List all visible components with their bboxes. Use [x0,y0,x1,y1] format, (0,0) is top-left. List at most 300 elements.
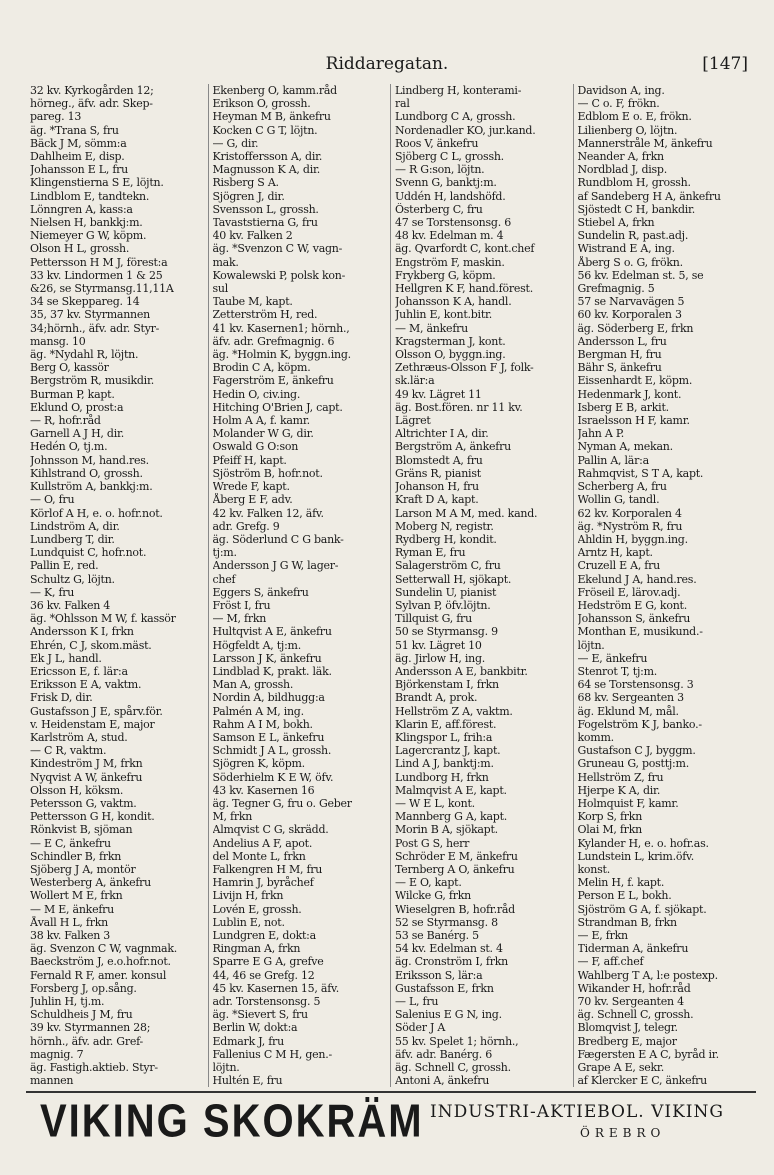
directory-entry: Lublin E, not. [212,915,285,929]
directory-entry: Söder J A [395,1021,446,1035]
directory-entry: Frykberg G, köpm. [395,268,496,282]
directory-entry: Taube M, kapt. [212,295,293,309]
directory-entry: Pfeiff H, kapt. [212,453,287,467]
directory-entry: Monthan E, musikund.- [577,625,703,639]
directory-entry: Söderhielm K E W, öfv. [212,770,334,784]
directory-entry: Garnell A J H, dir. [30,427,125,441]
directory-entry: Åberg S o. G, frökn. [577,255,683,269]
directory-entry: Risberg S A. [212,176,279,190]
directory-entry: Petersson G, vaktm. [30,796,137,810]
directory-entry: Lindblom E, tandtekn. [30,189,150,203]
directory-entry: Hedén O, tj.m. [30,440,108,454]
directory-entry: 42 kv. Falken 12, äfv. [212,506,324,520]
directory-entry: Lundberg T, dir. [30,532,115,546]
directory-entry: Eriksson E A, vaktm. [30,678,142,692]
directory-entry: Åvall H L, frkn [30,915,108,929]
directory-entry: äg. Söderlund C G bank- [212,532,344,546]
directory-entry: 52 se Styrmansg. 8 [395,915,498,929]
directory-entry: af Sandeberg H A, änkefru [577,189,721,203]
directory-entry: — E C, änkefru [30,836,111,850]
directory-entry: Zetterström H, red. [212,308,318,322]
directory-entry: hörnh., äfv. adr. Gref- [30,1034,143,1048]
ad-company: INDUSTRI-AKTIEBOL. VIKING [430,1102,724,1122]
column-1 [26,84,209,1087]
directory-entry: chef [212,572,236,586]
directory-entry: — G, dir. [212,136,259,150]
directory-entry: Scherberg A, fru [577,480,667,494]
ad-brand: VIKING SKOKRÄM [40,1096,424,1147]
directory-entry: äg. Qvarfordt C, kont.chef [395,242,535,256]
directory-entry: äg. Jirlow H, ing. [395,651,486,665]
directory-entry: Pettersson H M J, förest:a [30,255,168,269]
directory-entry: äg. Cronström I, frkn [395,955,509,969]
directory-entry: Holm A A, f. kamr. [212,414,310,428]
directory-entry: äg. *Holmin K, byggn.ing. [212,348,351,362]
directory-entry: Strandman B, frkn [577,915,677,929]
column-2 [209,84,392,1087]
directory-entry: Nordblad J, disp. [577,163,667,177]
directory-entry: 49 kv. Lägret 11 [395,387,482,401]
directory-entry: Sjöström B, hofr.not. [212,466,323,480]
directory-entry: 51 kv. Lägret 10 [395,638,482,652]
directory-entry: Tiderman A, änkefru [577,942,689,956]
directory-entry: 36 kv. Falken 4 [30,598,111,612]
directory-entry: Melin H, f. kapt. [577,876,665,890]
directory-entry: — M, änkefru [395,321,468,335]
directory-entry: Hellström Z, fru [577,770,664,784]
directory-entry: Österberg C, fru [395,202,483,216]
directory-entry: Kindeström J M, frkn [30,757,143,771]
directory-entry: Ryman E, fru [395,546,466,560]
directory-entry: äg. *Nyström R, fru [577,519,683,533]
directory-entry: Kraft D A, kapt. [395,493,479,507]
directory-entry: Zethræus-Olsson F J, folk- [395,361,534,375]
directory-entry: Fröst I, fru [212,598,271,612]
directory-entry: Roos V, änkefru [395,136,479,150]
directory-entry: Klingspor L, frih:a [395,730,493,744]
directory-entry: 38 kv. Falken 3 [30,929,111,942]
directory-entry: Sjöberg C L, grossh. [395,150,504,164]
directory-entry: 41 kv. Kasernen1; hörnh., [212,321,350,335]
directory-entry: Eggers S, änkefru [212,585,309,599]
directory-entry: Wollin G, tandl. [577,493,660,507]
directory-entry: Gustafsson E, frkn [395,981,494,995]
directory-entry: Schröder E M, änkefru [395,849,518,863]
directory-entry: äg. *Svenzon C W, vagn- [212,242,343,256]
directory-entry: Gustafson C J, byggm. [577,744,696,758]
directory-entry: Rundblom H, grossh. [577,176,691,190]
directory-entry: 34 se Skeppareg. 14 [30,295,140,309]
directory-entry: Lundgren E, dokt:a [212,929,316,942]
directory-entry: Blomqvist J, telegr. [577,1021,678,1035]
directory-entry: Tillquist G, fru [395,612,472,626]
directory-entry: magnig. 7 [30,1047,84,1061]
directory-columns [26,84,756,1087]
directory-entry: Lundborg H, frkn [395,770,489,784]
directory-entry: Ehrén, C J, skom.mäst. [30,638,152,652]
street-title: Riddaregatan. [325,54,449,74]
directory-entry: Holmquist F, kamr. [577,796,679,810]
directory-entry: äg. *Trana S, fru [30,123,119,137]
directory-entry: äg. Tegner G, fru o. Geber [212,796,352,810]
directory-entry: sk.lär:a [395,374,435,388]
directory-entry: 43 kv. Kasernen 16 [212,783,315,797]
directory-entry: Kihlstrand O, grossh. [30,466,143,480]
directory-entry: 55 kv. Spelet 1; hörnh., [395,1034,519,1048]
directory-entry: 60 kv. Korporalen 3 [577,308,682,322]
directory-entry: Sjöberg J A, montör [30,862,136,876]
directory-entry: Burman P, kapt. [30,387,115,401]
directory-entry: Lönngren A, kass:a [30,202,133,216]
directory-entry: Bergman H, fru [577,348,662,362]
directory-entry: Korp S, frkn [577,810,643,824]
directory-entry: Svenn G, banktj:m. [395,176,497,190]
directory-entry: Bäck J M, sömm:a [30,136,127,150]
directory-entry: 45 kv. Kasernen 15, äfv. [212,981,339,995]
directory-entry: Isberg E B, arkit. [577,400,669,414]
directory-entry: Brandt A, prok. [395,691,478,705]
column-4 [574,84,757,1087]
directory-entry: Hedström E G, kont. [577,598,687,612]
directory-entry: Pettersson G H, kondit. [30,810,155,824]
directory-entry: Westerberg A, änkefru [30,876,152,890]
directory-entry: Karlström A, stud. [30,730,128,744]
directory-entry: Sjögren J, dir. [212,189,285,203]
directory-entry: Schultz G, löjtn. [30,572,115,586]
directory-entry: Edblom E o. E, frökn. [577,110,692,124]
directory-entry: Setterwall H, sjökapt. [395,572,512,586]
directory-entry: Sylvan P, öfv.löjtn. [395,598,491,612]
directory-entry: Altrichter I A, dir. [395,427,489,441]
directory-entry: Stenrot T, tj:m. [577,664,658,678]
directory-entry: Ringman A, frkn [212,942,301,956]
directory-entry: Lind A J, banktj:m. [395,757,494,771]
directory-entry: Rahmqvist, S T A, kapt. [577,466,704,480]
directory-entry: Salenius E G N, ing. [395,1008,502,1022]
directory-entry: Åberg E F, adv. [212,493,293,507]
directory-entry: Eissenhardt E, köpm. [577,374,693,388]
directory-entry: 47 se Torstensonsg. 6 [395,216,511,230]
directory-entry: Wrede F, kapt. [212,480,290,494]
directory-entry: Eklund O, prost:a [30,400,124,414]
directory-entry: Berlin W, dokt:a [212,1021,298,1035]
directory-entry: Olsson O, byggn.ing. [395,348,506,362]
directory-entry: Gräns R, pianist [395,466,481,480]
directory-entry: del Monte L, frkn [212,849,306,863]
directory-entry: Berg O, kassör [30,361,109,375]
directory-entry: Andelius A F, apot. [212,836,313,850]
page-header [26,54,748,78]
directory-entry: äg. *Nydahl R, löjtn. [30,348,139,362]
directory-entry: — C R, vaktm. [30,744,107,758]
directory-entry: Grape A E, sekr. [577,1061,664,1075]
directory-entry: — O, fru [30,493,75,507]
directory-entry: 35, 37 kv. Styrmannen [30,308,150,322]
directory-entry: Larsson J K, änkefru [212,651,322,665]
directory-entry: Lundstein L, krim.öfv. [577,849,694,863]
directory-entry: 40 kv. Falken 2 [212,229,293,243]
directory-entry: tj:m. [212,546,237,560]
directory-entry: äg. Schnell C, grossh. [577,1008,694,1022]
directory-entry: Andersson J G W, lager- [212,559,339,573]
directory-entry: Fogelström K J, banko.- [577,717,702,731]
directory-entry: Dahlheim E, disp. [30,150,125,164]
directory-entry: Wilcke G, frkn [395,889,471,903]
directory-entry: Hultén E, fru [212,1074,283,1087]
directory-entry: Lovén E, grossh. [212,902,302,916]
directory-entry: Andersson K I, frkn [30,625,134,639]
directory-entry: äg. Bost.fören. nr 11 kv. [395,400,523,414]
directory-entry: Fröseil E, lärov.adj. [577,585,681,599]
directory-entry: Sjöstedt C H, bankdir. [577,202,696,216]
directory-entry: Ek J L, handl. [30,651,102,665]
directory-entry: Brodin C A, köpm. [212,361,311,375]
directory-entry: Erikson O, grossh. [212,97,311,111]
directory-entry: Schindler B, frkn [30,849,122,863]
directory-entry: Johansson E L, fru [30,163,128,177]
directory-entry: Lundborg C A, grossh. [395,110,516,124]
directory-entry: — R G:son, löjtn. [395,163,485,177]
directory-entry: Kullström A, bankkj:m. [30,480,153,494]
directory-entry: 48 kv. Edelman m. 4 [395,229,504,243]
directory-entry: Wieselgren B, hofr.råd [395,902,515,916]
directory-entry: Schuldheis J M, fru [30,1008,133,1022]
directory-entry: 53 se Banérg. 5 [395,929,479,942]
directory-entry: Hellström Z A, vaktm. [395,704,513,718]
directory-entry: Lundquist C, hofr.not. [30,546,147,560]
directory-entry: Nielsen H, bankkj:m. [30,216,143,230]
directory-entry: Kylander H, e. o. hofr.as. [577,836,709,850]
directory-entry: adr. Grefg. 9 [212,519,280,533]
directory-entry: äg. Fastigh.aktieb. Styr- [30,1061,158,1075]
directory-entry: Sparre E G A, grefve [212,955,324,969]
directory-entry: Schmidt J A L, grossh. [212,744,332,758]
directory-entry: Frisk D, dir. [30,691,93,705]
directory-entry: konst. [577,862,610,876]
directory-entry: Cruzell E A, fru [577,559,660,573]
directory-entry: Moberg N, registr. [395,519,494,533]
directory-entry: Mannerstråle M, änkefru [577,136,713,150]
directory-entry: Samson E L, änkefru [212,730,325,744]
directory-entry: Johanson H, fru [395,480,479,494]
directory-entry: — E, frkn [577,929,628,942]
directory-entry: Lindberg H, konterami- [395,84,522,97]
directory-entry: Johansson S, änkefru [577,612,691,626]
directory-entry: Högfeldt A, tj:m. [212,638,301,652]
directory-entry: Nordenadler KO, jur.kand. [395,123,536,137]
directory-entry: 54 kv. Edelman st. 4 [395,942,503,956]
directory-entry: Sundelin U, pianist [395,585,497,599]
directory-entry: Baeckström J, e.o.hofr.not. [30,955,171,969]
directory-entry: Bergström R, musikdir. [30,374,154,388]
directory-entry: Andersson L, fru [577,334,667,348]
directory-entry: Hitching O'Brien J, capt. [212,400,343,414]
directory-entry: Kowalewski P, polsk kon- [212,268,346,282]
divider-rule [26,1091,756,1093]
directory-entry: hörneg., äfv. adr. Skep- [30,97,153,111]
directory-entry: Stiebel A, frkn [577,216,655,230]
advertisement [40,1096,770,1156]
directory-entry: Olai M, frkn [577,823,642,837]
directory-entry: Tavaststierna G, fru [212,216,318,230]
directory-entry: 68 kv. Sergeanten 3 [577,691,684,705]
directory-entry: Ekenberg O, kamm.råd [212,84,337,97]
directory-entry: 50 se Styrmansg. 9 [395,625,498,639]
directory-entry: 70 kv. Sergeanten 4 [577,995,684,1009]
directory-entry: Sundelin R, past.adj. [577,229,689,243]
directory-entry: Rahm A I M, bokh. [212,717,313,731]
directory-entry: Post G S, herr [395,836,470,850]
directory-entry: Edmark J, fru [212,1034,284,1048]
directory-entry: Olsson H, köksm. [30,783,124,797]
directory-entry: 33 kv. Lindormen 1 & 25 [30,268,163,282]
directory-entry: Ekelund J A, hand.res. [577,572,697,586]
directory-entry: äg. *Sievert S, fru [212,1008,308,1022]
directory-entry: Juhlin H, tj.m. [30,995,105,1009]
directory-entry: mansg. 10 [30,334,86,348]
directory-entry: Magnusson K A, dir. [212,163,321,177]
directory-entry: Johnsson M, hand.res. [30,453,149,467]
directory-entry: Lindström A, dir. [30,519,120,533]
directory-entry: äg. Söderberg E, frkn [577,321,694,335]
directory-entry: Bergström A, änkefru [395,440,511,454]
directory-entry: Klingenstierna S E, löjtn. [30,176,164,190]
directory-entry: — L, fru [395,995,439,1009]
directory-entry: af Klercker E C, änkefru [577,1074,707,1087]
directory-entry: Arntz H, kapt. [577,546,653,560]
directory-entry: Hultqvist A E, änkefru [212,625,332,639]
directory-entry: — E O, kapt. [395,876,462,890]
directory-entry: Antoni A, änkefru [395,1074,490,1087]
directory-entry: Wollert M E, frkn [30,889,123,903]
directory-entry: Sjögren K, köpm. [212,757,305,771]
directory-entry: Wikander H, hofr.råd [577,981,691,995]
directory-entry: M, frkn [212,810,253,824]
directory-entry: Davidson A, ing. [577,84,665,97]
directory-entry: Salagerström C, fru [395,559,501,573]
directory-entry: Lägret [395,414,431,428]
directory-entry: Eriksson S, lär:a [395,968,483,982]
directory-entry: Molander W G, dir. [212,427,314,441]
directory-entry: ral [395,97,410,111]
directory-entry: — R, hofr.råd [30,414,101,428]
directory-entry: Fagerström E, änkefru [212,374,334,388]
directory-entry: Wistrand E A, ing. [577,242,675,256]
directory-entry: 56 kv. Edelman st. 5, se [577,268,704,282]
directory-entry: Lagercrantz J, kapt. [395,744,501,758]
directory-entry: Bredberg E, major [577,1034,677,1048]
directory-entry: löjtn. [212,1061,240,1075]
directory-entry: Ahldin H, byggn.ing. [577,532,688,546]
directory-entry: — E, änkefru [577,651,648,665]
directory-entry: Hamrin J, byråchef [212,876,314,890]
directory-entry: Falkengren H M, fru [212,862,323,876]
directory-entry: äg. Schnell C, grossh. [395,1061,511,1075]
directory-entry: Palmén A M, ing. [212,704,304,718]
directory-entry: Oswald G O:son [212,440,299,454]
directory-entry: Pallin A, lär:a [577,453,649,467]
directory-entry: Johansson K A, handl. [395,295,512,309]
directory-entry: Fægersten E A C, byråd ir. [577,1047,719,1061]
directory-entry: Nyman A, mekan. [577,440,673,454]
directory-entry: 57 se Narvavägen 5 [577,295,685,309]
directory-entry: Person E L, bokh. [577,889,672,903]
directory-entry: Gustafsson J E, spårv.för. [30,704,163,718]
directory-entry: 32 kv. Kyrkogården 12; [30,84,154,97]
directory-entry: Björkenstam I, frkn [395,678,499,692]
directory-entry: äg. *Ohlsson M W, f. kassör [30,612,176,626]
directory-entry: — M E, änkefru [30,902,115,916]
directory-entry: sul [212,282,228,296]
directory-entry: adr. Torstensonsg. 5 [212,995,321,1009]
directory-entry: Rönkvist B, sjöman [30,823,133,837]
directory-entry: äfv. adr. Grefmagnig. 6 [212,334,335,348]
directory-entry: löjtn. [577,638,605,652]
directory-entry: Livijn H, frkn [212,889,284,903]
directory-entry: Uddén H, landshöfd. [395,189,506,203]
directory-entry: äg. Eklund M, mål. [577,704,679,718]
directory-entry: Andersson A E, bankbitr. [395,664,528,678]
directory-entry: Morin B A, sjökapt. [395,823,498,837]
directory-entry: Klarin E, aff.förest. [395,717,497,731]
directory-entry: Hedin O, civ.ing. [212,387,301,401]
directory-entry: Pallin E, red. [30,559,99,573]
directory-entry: — M, frkn [212,612,267,626]
directory-entry: Fallenius C M H, gen.- [212,1047,332,1061]
directory-entry: — C o. F, frökn. [577,97,660,111]
directory-entry: Nyqvist A W, änkefru [30,770,143,784]
directory-entry: Larson M A M, med. kand. [395,506,538,520]
directory-entry: mak. [212,255,239,269]
page-number: [147] [702,54,748,74]
directory-entry: äg. Svenzon C W, vagnmak. [30,942,178,956]
directory-entry: Niemeyer G W, köpm. [30,229,147,243]
directory-entry: Heyman M B, änkefru [212,110,331,124]
directory-entry: 39 kv. Styrmannen 28; [30,1021,151,1035]
directory-entry: Almqvist C G, skrädd. [212,823,329,837]
directory-entry: Rydberg H, kondit. [395,532,497,546]
directory-entry: Fernald R F, amer. konsul [30,968,167,982]
directory-entry: Svensson L, grossh. [212,202,319,216]
directory-entry: Sjöström G A, f. sjökapt. [577,902,707,916]
directory-entry: Körlof A H, e. o. hofr.not. [30,506,163,520]
directory-entry: pareg. 13 [30,110,82,124]
directory-entry: 34;hörnh., äfv. adr. Styr- [30,321,160,335]
directory-entry: — W E L, kont. [395,796,475,810]
directory-entry: Lilienberg O, löjtn. [577,123,678,137]
directory-entry: Hedenmark J, kont. [577,387,682,401]
directory-entry: Ternberg A O, änkefru [395,862,515,876]
directory-entry: Engström F, maskin. [395,255,505,269]
directory-entry: Blomstedt A, fru [395,453,483,467]
directory-entry: Kragsterman J, kont. [395,334,506,348]
directory-entry: Bähr S, änkefru [577,361,662,375]
directory-entry: äfv. adr. Banérg. 6 [395,1047,492,1061]
directory-entry: Man A, grossh. [212,678,294,692]
directory-entry: Malmqvist A E, kapt. [395,783,507,797]
directory-entry: Forsberg J, op.sång. [30,981,137,995]
ad-city: ÖREBRO [580,1126,666,1140]
directory-entry: &26, se Styrmansg.11,11A [30,282,174,296]
column-3 [391,84,574,1087]
directory-entry: 64 se Torstensonsg. 3 [577,678,694,692]
directory-entry: Hjerpe K A, dir. [577,783,661,797]
directory-entry: Kocken C G T, löjtn. [212,123,318,137]
directory-entry: Nordin A, bildhugg:a [212,691,325,705]
directory-entry: Grefmagnig. 5 [577,282,655,296]
directory-entry: Israelsson H F, kamr. [577,414,690,428]
directory-entry: Olson H L, grossh. [30,242,130,256]
